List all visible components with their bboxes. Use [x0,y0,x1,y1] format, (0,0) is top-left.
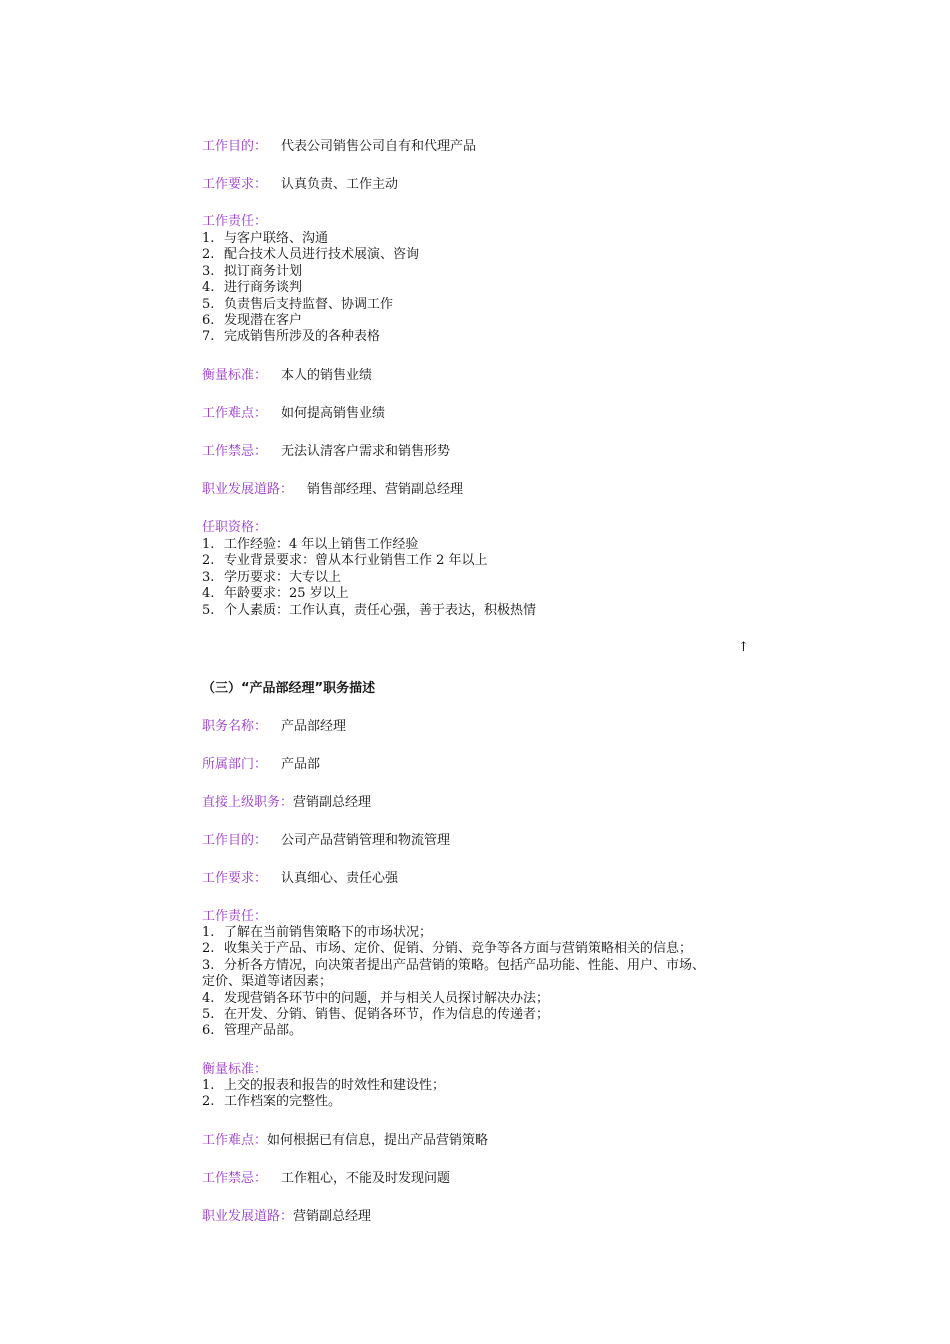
job-title-row [202,719,346,735]
difficulty2-row [202,1133,488,1149]
career-value: 销售部经理、营销副总经理 [307,482,464,497]
list-item: 1. 与客户联络、沟通 [202,231,329,246]
list-item: 3. 学历要求：大专以上 [202,569,342,585]
list-item: 2. 工作档案的完整性。 [202,1094,342,1110]
superior-label: 直接上级职务： [202,795,294,810]
list-item: 4. 年龄要求：25 岁以上 [202,586,349,602]
duties-row [202,214,267,230]
list-item: 5. 个人素质：工作认真，责任心强，善于表达，积极热情 [202,602,537,618]
difficulty-label: 工作难点： [202,406,268,421]
department-value: 产品部 [281,757,321,772]
list-item: 4. 进行商务谈判 [202,280,303,296]
duties2-row [202,909,267,925]
section-heading: （三）“产品部经理”职务描述 [202,681,376,696]
requirements2-value: 认真细心、责任心强 [281,871,399,886]
duties-label: 工作责任： [202,214,268,229]
difficulty-row [202,406,385,422]
list-item: 1. 工作经验：4 年以上销售工作经验 [202,537,419,552]
list-item: 2. 专业背景要求：曾从本行业销售工作 2 年以上 [202,553,488,569]
list-item: 2. 配合技术人员进行技术展演、咨询 [202,247,420,263]
standard2-list [202,1078,445,1111]
taboo-label: 工作禁忌： [202,444,268,459]
standard-label: 衡量标准： [202,368,268,383]
career-row [202,482,463,498]
difficulty-value: 如何提高销售业绩 [281,406,386,421]
superior-row [202,795,371,811]
taboo-row [202,444,450,460]
purpose-value: 代表公司销售公司自有和代理产品 [281,139,477,154]
purpose-row [202,139,476,155]
list-item: 3. 拟订商务计划 [202,263,303,279]
list-item: 2. 收集关于产品、市场、定价、促销、分销、竞争等各方面与营销策略相关的信息； [202,941,693,957]
job-title-value: 产品部经理 [281,719,347,734]
taboo-value: 无法认清客户需求和销售形势 [281,444,451,459]
list-item: 1. 上交的报表和报告的时效性和建设性； [202,1078,446,1093]
standard2-row [202,1062,267,1078]
list-item: 定价、渠道等诸因素； [202,974,333,990]
duties2-list [202,925,705,1040]
requirements-value: 认真负责、工作主动 [281,177,399,192]
requirements-label: 工作要求： [202,177,268,192]
list-item: 4. 发现营销各环节中的问题，并与相关人员探讨解决办法； [202,990,550,1006]
requirements2-label: 工作要求： [202,871,268,886]
standard2-label: 衡量标准： [202,1062,268,1077]
list-item: 6. 发现潜在客户 [202,313,303,329]
difficulty2-value: 如何根据已有信息，提出产品营销策略 [267,1133,489,1148]
career-label: 职业发展道路： [202,482,294,497]
taboo2-label: 工作禁忌： [202,1171,268,1186]
duties2-label: 工作责任： [202,909,268,924]
list-item: 1. 了解在当前销售策略下的市场状况； [202,925,433,940]
purpose2-value: 公司产品营销管理和物流管理 [281,833,451,848]
difficulty2-label: 工作难点： [202,1133,268,1148]
qualifications-list [202,537,536,619]
career2-row [202,1209,371,1225]
requirements-row [202,177,398,193]
requirements2-row [202,871,398,887]
list-item: 5. 负责售后支持监督、协调工作 [202,296,394,312]
job-title-label: 职务名称： [202,719,268,734]
standard-value: 本人的销售业绩 [281,368,373,383]
department-row [202,757,320,773]
qualifications-row [202,520,267,536]
career2-value: 营销副总经理 [293,1209,372,1224]
standard-row [202,368,372,384]
duties-list [202,231,419,346]
taboo2-row [202,1171,450,1187]
list-item: 5. 在开发、分销、销售、促销各环节，作为信息的传递者； [202,1007,550,1023]
list-item: 6. 管理产品部。 [202,1023,303,1039]
career2-label: 职业发展道路： [202,1209,294,1224]
list-item: 3. 分析各方情况，向决策者提出产品营销的策略。包括产品功能、性能、用户、市场、 [202,957,706,973]
taboo2-value: 工作粗心，不能及时发现问题 [281,1171,451,1186]
superior-value: 营销副总经理 [293,795,372,810]
paragraph-marker: ↑ [738,640,749,655]
list-item: 7. 完成销售所涉及的各种表格 [202,329,381,345]
department-label: 所属部门： [202,757,268,772]
qualifications-label: 任职资格： [202,520,268,535]
purpose-label: 工作目的： [202,139,268,154]
purpose2-label: 工作目的： [202,833,268,848]
purpose2-row [202,833,450,849]
